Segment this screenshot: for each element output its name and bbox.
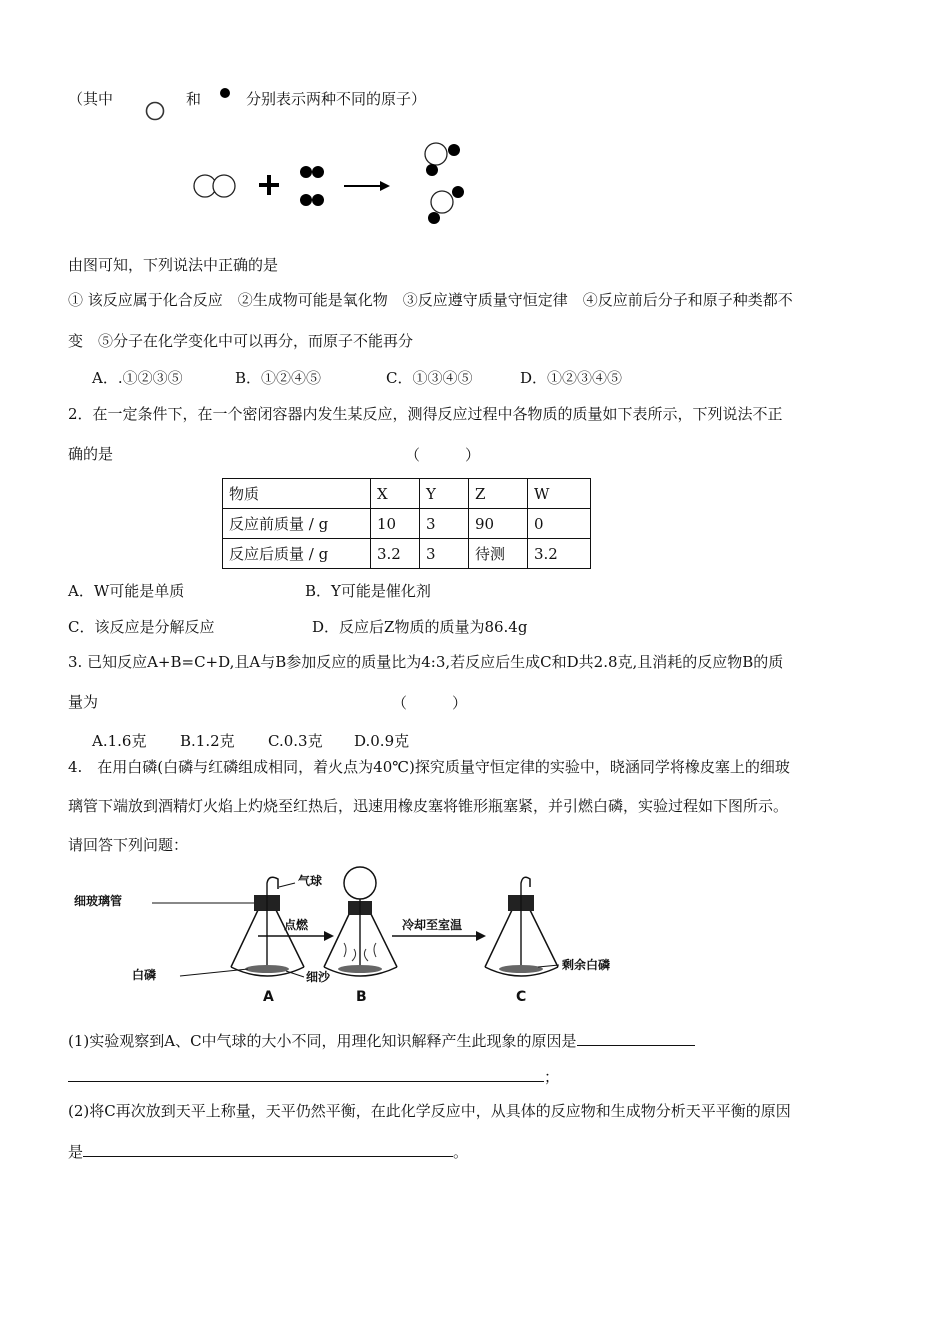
label-sand: 细沙 [306,970,331,984]
q1-stem: 由图可知，下列说法中正确的是 [68,256,279,274]
q1-option-d: D．①②③④⑤ [520,369,623,387]
q3-option-d: D.0.9克 [354,732,410,750]
table-cell: 0 [528,509,591,539]
q2-option-c: C．该反应是分解反应 [68,618,215,636]
table-cell: 待测 [469,539,528,569]
q4-sub1 [68,1030,695,1051]
flask-b-icon [324,867,397,976]
q4-sub1-end: ； [544,1068,560,1086]
q3-stem-line2: 量为 [68,693,99,711]
table-cell: 3 [420,539,469,569]
plus-icon [259,175,279,195]
q1-option-b: B．①②④⑤ [235,369,322,387]
q2-stem-line2: 确的是 [68,445,114,463]
answer-blank[interactable] [68,1066,544,1082]
q2-answer-paren: （ ） [405,446,481,464]
table-cell: 3 [420,509,469,539]
q2-option-a: A．W可能是单质 [68,582,185,600]
q3-option-a: A.1.6克 [92,732,147,750]
q4-sub2-line1: (2)将C再次放到天平上称量，天平仍然平衡，在此化学反应中，从具体的反应物和生成物分析天平平衡的原因 [68,1102,791,1120]
flask-b-label: B [356,989,367,1005]
q4-sub1-continued [68,1066,559,1087]
answer-blank[interactable] [83,1141,453,1157]
q1-option-c: C．①③④⑤ [386,369,473,387]
q1-option-a: A．.①②③⑤ [92,369,183,387]
q2-stem-line1: 2．在一定条件下，在一个密闭容器内发生某反应，测得反应过程中各物质的质量如下表所示，下列说法不正 [68,405,783,423]
flask-a-label: A [263,989,274,1005]
label-ignite: 点燃 [284,918,309,932]
q4-sub2-line2 [68,1141,468,1162]
flask-c-label: C [516,989,527,1005]
q3-option-b: B.1.2克 [180,732,235,750]
label-balloon: 气球 [298,874,323,888]
q4-stem-line1: 4. 在用白磷(白磷与红磷组成相同，着火点为40℃)探究质量守恒定律的实验中，晓涵同学将橡皮塞上的细玻 [68,758,790,776]
legend-prefix: （其中 [68,90,114,108]
table-cell: 3.2 [371,539,420,569]
table-cell: W [528,479,591,509]
q3-answer-paren: （ ） [392,694,468,712]
q4-stem-line2: 璃管下端放到酒精灯火焰上灼烧至红热后，迅速用橡皮塞将锥形瓶塞紧，并引燃白磷，实验过程如下图所示。 [68,797,789,815]
table-cell: Y [420,479,469,509]
table-cell: 物质 [223,479,371,509]
table-row [223,509,591,539]
product-molecule-icon [428,186,464,224]
q4-sub2-prefix: 是 [68,1143,84,1161]
table-cell: 10 [371,509,420,539]
legend-suffix: 分别表示两种不同的原子） [246,90,427,108]
table-cell: Z [469,479,528,509]
label-phosphorus: 白磷 [132,968,157,982]
q1-statements-line2: 变 ⑤分子在化学变化中可以再分，而原子不能再分 [68,332,414,350]
experiment-figure [72,865,652,1015]
reaction-diagram [188,136,478,236]
label-cool: 冷却至室温 [402,918,463,932]
q3-option-c: C.0.3克 [268,732,323,750]
q1-statements-line1: ① 该反应属于化合反应 ②生成物可能是氧化物 ③反应遵守质量守恒定律 ④反应前后分子和原子种类都不 [68,291,793,309]
mass-table [222,478,591,569]
table-cell: 反应前质量 / g [223,509,371,539]
label-remaining: 剩余白磷 [562,958,611,972]
q4-stem-line3: 请回答下列问题： [68,836,189,854]
q2-option-d: D．反应后Z物质的质量为86.4g [312,618,528,636]
q4-sub1-text: (1)实验观察到A、C中气球的大小不同，用理化知识解释产生此现象的原因是 [68,1032,577,1050]
black-molecules-icon [300,166,324,206]
flask-c-icon [485,877,558,976]
label-tube: 细玻璃管 [74,894,123,908]
q3-stem-line1: 3. 已知反应A+B=C+D,且A与B参加反应的质量比为4:3,若反应后生成C和D共2.8克,且消耗的反应物B的质 [68,653,784,671]
table-cell: 3.2 [528,539,591,569]
q4-sub2-end: 。 [453,1143,469,1161]
table-cell: 反应后质量 / g [223,539,371,569]
product-molecule-icon [425,143,460,176]
white-atom-icon [144,100,166,122]
white-molecule-icon [194,175,235,197]
answer-blank[interactable] [577,1030,695,1046]
table-cell: 90 [469,509,528,539]
table-row [223,539,591,569]
legend-and: 和 [186,90,202,108]
q2-option-b: B．Y可能是催化剂 [305,582,431,600]
table-header-row [223,479,591,509]
arrow-icon [344,181,390,191]
black-atom-icon [218,86,232,100]
table-cell: X [371,479,420,509]
